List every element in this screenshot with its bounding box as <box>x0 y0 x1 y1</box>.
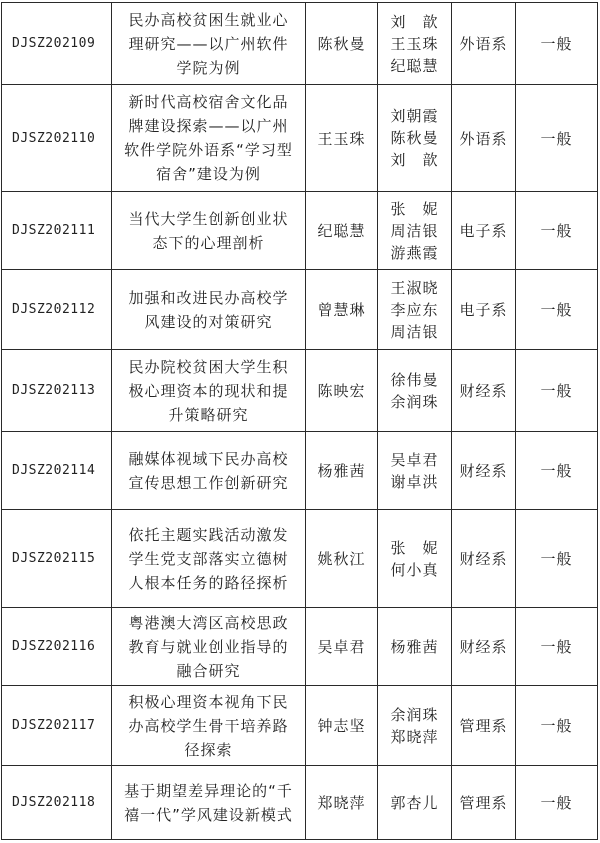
project-title-cell <box>112 350 306 432</box>
department-cell: 财经系 <box>452 608 516 686</box>
project-title-text: 当代大学生创新创业状 态下的心理剖析 <box>128 209 289 252</box>
project-title-text: 加强和改进民办高校学 风建设的对策研究 <box>128 288 289 331</box>
project-code-cell: DJSZ202110 <box>2 85 112 192</box>
project-leader-cell: 郑晓萍 <box>306 766 378 840</box>
table-row <box>2 432 598 510</box>
project-level-cell: 一般 <box>516 350 598 432</box>
project-title-text: 民办院校贫困大学生积 极心理资本的现状和提 升策略研究 <box>128 357 289 424</box>
table-row <box>2 270 598 350</box>
team-members-cell <box>378 270 452 350</box>
table-row <box>2 608 598 686</box>
team-member-name: 刘 歆 <box>390 151 439 169</box>
project-title-cell <box>112 85 306 192</box>
table-row <box>2 85 598 192</box>
project-code-cell: DJSZ202111 <box>2 192 112 270</box>
project-level-cell: 一般 <box>516 192 598 270</box>
team-member-name: 王玉珠 <box>390 34 439 53</box>
project-code-cell: DJSZ202116 <box>2 608 112 686</box>
project-leader-cell: 陈秋曼 <box>306 3 378 85</box>
project-leader-cell: 纪聪慧 <box>306 192 378 270</box>
department-cell: 财经系 <box>452 432 516 510</box>
table-row <box>2 192 598 270</box>
team-member-name: 周洁银 <box>390 322 439 341</box>
project-title-cell <box>112 766 306 840</box>
table-row <box>2 3 598 85</box>
project-code-cell: DJSZ202112 <box>2 270 112 350</box>
project-leader-cell: 吴卓君 <box>306 608 378 686</box>
project-level-cell: 一般 <box>516 3 598 85</box>
project-title-text: 新时代高校宿舍文化品 牌建设探索——以广州 软件学院外语系“学习型 宿舍”建设为例 <box>124 93 293 183</box>
project-code-cell: DJSZ202118 <box>2 766 112 840</box>
team-member-name: 周洁银 <box>390 221 439 240</box>
team-members-cell <box>378 85 452 192</box>
department-cell: 电子系 <box>452 270 516 350</box>
department-cell: 外语系 <box>452 85 516 192</box>
project-leader-cell: 王玉珠 <box>306 85 378 192</box>
team-member-name: 陈秋曼 <box>390 129 439 147</box>
project-code-cell: DJSZ202114 <box>2 432 112 510</box>
project-code-cell: DJSZ202115 <box>2 510 112 608</box>
project-leader-cell: 杨雅茜 <box>306 432 378 510</box>
team-members-cell <box>378 3 452 85</box>
team-members-cell <box>378 686 452 766</box>
team-member-name: 张 妮 <box>390 538 439 557</box>
project-code-cell: DJSZ202109 <box>2 3 112 85</box>
team-member-name: 杨雅茜 <box>390 637 439 656</box>
team-member-name: 王淑晓 <box>390 278 439 297</box>
department-cell: 外语系 <box>452 3 516 85</box>
project-level-cell: 一般 <box>516 270 598 350</box>
team-member-name: 余润珠 <box>390 705 439 724</box>
team-members-cell <box>378 432 452 510</box>
project-title-cell <box>112 270 306 350</box>
team-member-name: 谢卓洪 <box>390 472 439 491</box>
department-cell: 财经系 <box>452 350 516 432</box>
team-member-name: 李应东 <box>390 300 439 319</box>
project-title-text: 民办高校贫困生就业心 理研究——以广州软件 学院为例 <box>128 10 289 77</box>
table-row <box>2 686 598 766</box>
team-member-name: 余润珠 <box>390 392 439 411</box>
table-row <box>2 766 598 840</box>
project-level-cell: 一般 <box>516 510 598 608</box>
department-cell: 管理系 <box>452 766 516 840</box>
project-level-cell: 一般 <box>516 766 598 840</box>
project-title-cell <box>112 510 306 608</box>
project-level-cell: 一般 <box>516 608 598 686</box>
team-members-cell <box>378 192 452 270</box>
team-members-cell <box>378 510 452 608</box>
project-list-document <box>0 2 598 842</box>
project-table-body <box>2 3 598 840</box>
project-leader-cell: 钟志坚 <box>306 686 378 766</box>
project-title-text: 融媒体视域下民办高校 宣传思想工作创新研究 <box>128 449 289 492</box>
team-member-name: 刘朝霞 <box>390 107 439 125</box>
team-member-name: 吴卓君 <box>390 450 439 469</box>
project-leader-cell: 陈映宏 <box>306 350 378 432</box>
team-members-cell <box>378 350 452 432</box>
team-member-name: 张 妮 <box>390 199 439 218</box>
team-members-cell <box>378 608 452 686</box>
team-member-name: 徐伟曼 <box>390 370 439 389</box>
department-cell: 财经系 <box>452 510 516 608</box>
project-code-cell: DJSZ202117 <box>2 686 112 766</box>
project-title-text: 积极心理资本视角下民 办高校学生骨干培养路 径探索 <box>128 692 289 759</box>
team-members-cell <box>378 766 452 840</box>
team-member-name: 郑晓萍 <box>390 727 439 746</box>
project-level-cell: 一般 <box>516 85 598 192</box>
project-leader-cell: 姚秋江 <box>306 510 378 608</box>
team-member-name: 何小真 <box>390 560 439 579</box>
project-level-cell: 一般 <box>516 432 598 510</box>
team-member-name: 刘 歆 <box>390 12 439 31</box>
project-code-cell: DJSZ202113 <box>2 350 112 432</box>
project-title-cell <box>112 686 306 766</box>
project-title-cell <box>112 608 306 686</box>
department-cell: 电子系 <box>452 192 516 270</box>
project-title-cell <box>112 432 306 510</box>
department-cell: 管理系 <box>452 686 516 766</box>
project-title-text: 依托主题实践活动激发 学生党支部落实立德树 人根本任务的路径探析 <box>128 525 289 592</box>
table-row <box>2 350 598 432</box>
project-table <box>1 2 598 840</box>
project-level-cell: 一般 <box>516 686 598 766</box>
project-title-text: 粤港澳大湾区高校思政 教育与就业创业指导的 融合研究 <box>128 613 289 680</box>
project-title-cell <box>112 192 306 270</box>
project-leader-cell: 曾慧琳 <box>306 270 378 350</box>
project-title-text: 基于期望差异理论的“千 禧一代”学风建设新模式 <box>124 781 293 824</box>
team-member-name: 纪聪慧 <box>390 56 439 75</box>
team-member-name: 郭杏儿 <box>390 793 439 812</box>
table-row <box>2 510 598 608</box>
team-member-name: 游燕霞 <box>390 243 439 262</box>
project-title-cell <box>112 3 306 85</box>
